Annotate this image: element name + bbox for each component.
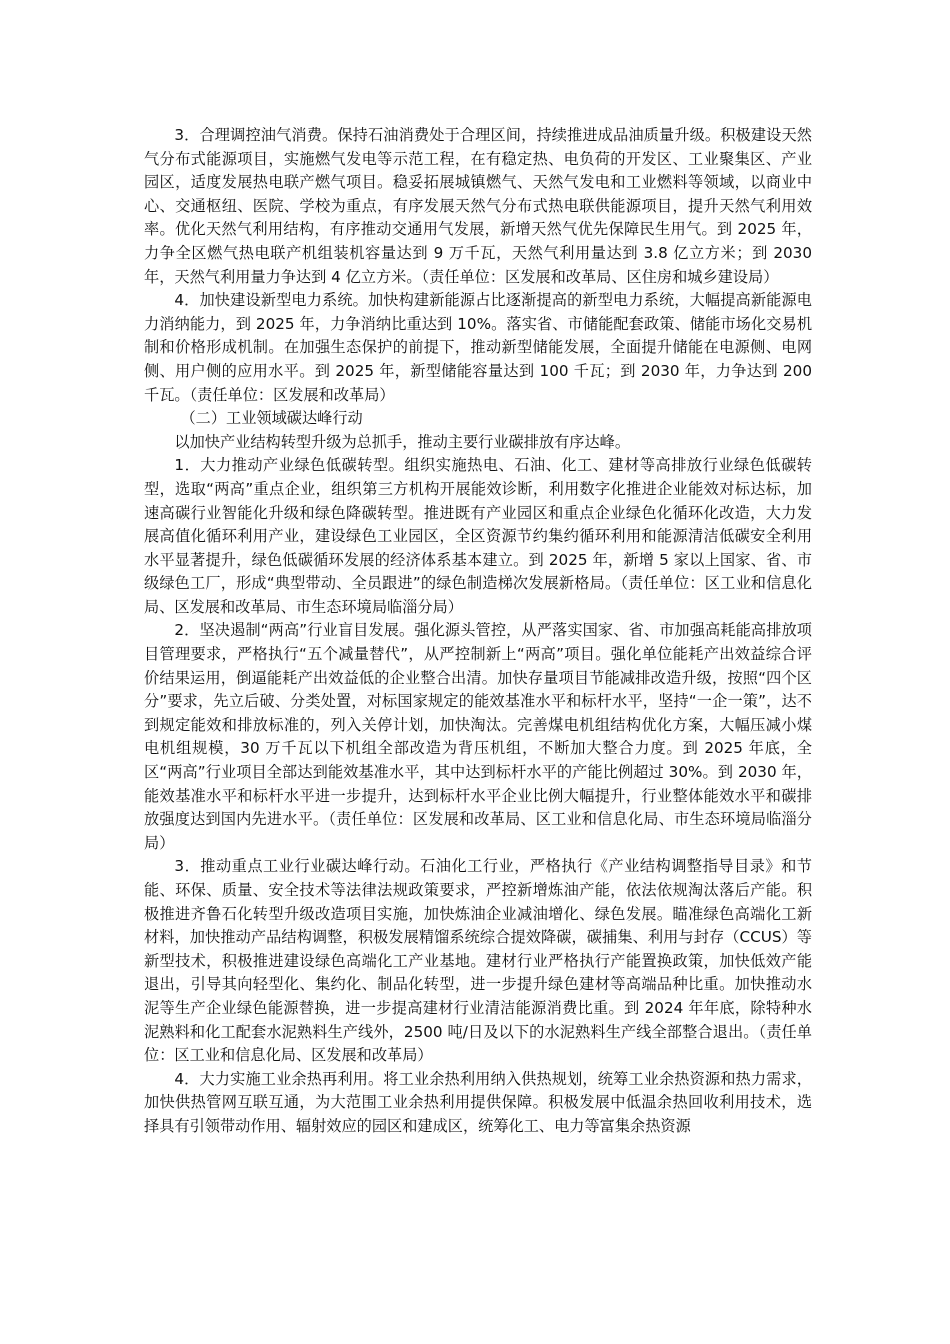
paragraph-section-intro: 以加快产业结构转型升级为总抓手，推动主要行业碳排放有序达峰。 bbox=[174, 432, 631, 451]
paragraph-two-high-control: 2．坚决遏制“两高”行业盲目发展。强化源头管控，从严落实国家、省、市加强高耗能高排放项目管理要求，严格执行“五个减量替代”，从严控制新上“两高”项目。强化单位能耗产出效益综合评价结果运用，倒逼能耗产出效益低的企业整合出清。加快存量项目节能减排改造升级，按照“四个区分”要求，先立后破、分类处置，对标国家规定的能效基准水平和标杆水平，坚持“一企一策”，达不到规定能效和排放标准的，列入关停计划，加快淘汰。完善煤电机组结构优化方案，大幅压减小煤电机组规模，30 万千瓦以下机组全部改造为背压机组，不断加大整合力度。到 2025 年底，全区“两高”行业项目全部达到能效基准水平，其中达到标杆水平的产能比例超过 30%。到 2030 年，能效基准水平和标杆水平进一步提升，达到标杆水平企业比例大幅提升，行业整体能效水平和碳排放强度达到国内先进水平。（责任单位：区发展和改革局、区工业和信息化局、市生态环境局临淄分局） bbox=[144, 621, 812, 852]
paragraph-waste-heat: 4．大力实施工业余热再利用。将工业余热利用纳入供热规划，统筹工业余热资源和热力需求，加快供热管网互联互通，为大范围工业余热利用提供保障。积极发展中低温余热回收利用技术，选择具有引领带动作用、辐射效应的园区和建成区，统筹化工、电力等富集余热资源 bbox=[144, 1069, 812, 1135]
paragraph-green-transition: 1．大力推动产业绿色低碳转型。组织实施热电、石油、化工、建材等高排放行业绿色低碳转型，选取“两高”重点企业，组织第三方机构开展能效诊断，利用数字化推进企业能效对标达标，加速高碳行业智能化升级和绿色降碳转型。推进既有产业园区和重点企业绿色化循环化改造，大力发展高值化循环利用产业，建设绿色工业园区，全区资源节约集约循环利用和能源清洁低碳安全利用水平显著提升，绿色低碳循环发展的经济体系基本建立。到 2025 年，新增 5 家以上国家、省、市级绿色工厂，形成“典型带动、全员跟进”的绿色制造梯次发展新格局。（责任单位：区工业和信息化局、区发展和改革局、市生态环境局临淄分局） bbox=[144, 456, 812, 616]
paragraph-oil-gas: 3．合理调控油气消费。保持石油消费处于合理区间，持续推进成品油质量升级。积极建设天然气分布式能源项目，实施燃气发电等示范工程，在有稳定热、电负荷的开发区、工业聚集区、产业园区，适度发展热电联产燃气项目。稳妥拓展城镇燃气、天然气发电和工业燃料等领域，以商业中心、交通枢纽、医院、学校为重点，有序发展天然气分布式热电联供能源项目，提升天然气利用效率。优化天然气利用结构，有序推动交通用气发展，新增天然气优先保障民生用气。到 2025 年，力争全区燃气热电联产机组装机容量达到 9 万千瓦，天然气利用量达到 3.8 亿立方米；到 2030 年，天然气利用量力争达到 4 亿立方米。（责任单位：区发展和改革局、区住房和城乡建设局） bbox=[144, 126, 812, 286]
section-heading-industry: （二）工业领域碳达峰行动 bbox=[180, 409, 363, 428]
paragraph-power-system: 4．加快建设新型电力系统。加快构建新能源占比逐渐提高的新型电力系统，大幅提高新能源电力消纳能力，到 2025 年，力争消纳比重达到 10%。落实省、市储能配套政策、储能市场化交易机制和价格形成机制。在加强生态保护的前提下，推动新型储能发展，全面提升储能在电源侧、电网侧、用户侧的应用水平。到 2025 年，新型储能容量达到 100 千瓦；到 2030 年，力争达到 200 千瓦。（责任单位：区发展和改革局） bbox=[144, 291, 812, 404]
paragraph-key-industries: 3．推动重点工业行业碳达峰行动。石油化工行业，严格执行《产业结构调整指导目录》和节能、环保、质量、安全技术等法律法规政策要求，严控新增炼油产能，依法依规淘汰落后产能。积极推进齐鲁石化转型升级改造项目实施，加快炼油企业减油增化、绿色发展。瞄准绿色高端化工新材料，加快推动产品结构调整，积极发展精馏系统综合提效降碳，碳捕集、利用与封存（CCUS）等新型技术，积极推进建设绿色高端化工产业基地。建材行业严格执行产能置换政策，加快低效产能退出，引导其向轻型化、集约化、制品化转型，进一步提升绿色建材等高端品种比重。加快推动水泥等生产企业绿色能源替换，进一步提高建材行业清洁能源消费比重。到 2024 年年底，除特种水泥熟料和化工配套水泥熟料生产线外，2500 吨/日及以下的水泥熟料生产线全部整合退出。（责任单位：区工业和信息化局、区发展和改革局） bbox=[144, 857, 812, 1065]
document-body bbox=[144, 124, 812, 1139]
